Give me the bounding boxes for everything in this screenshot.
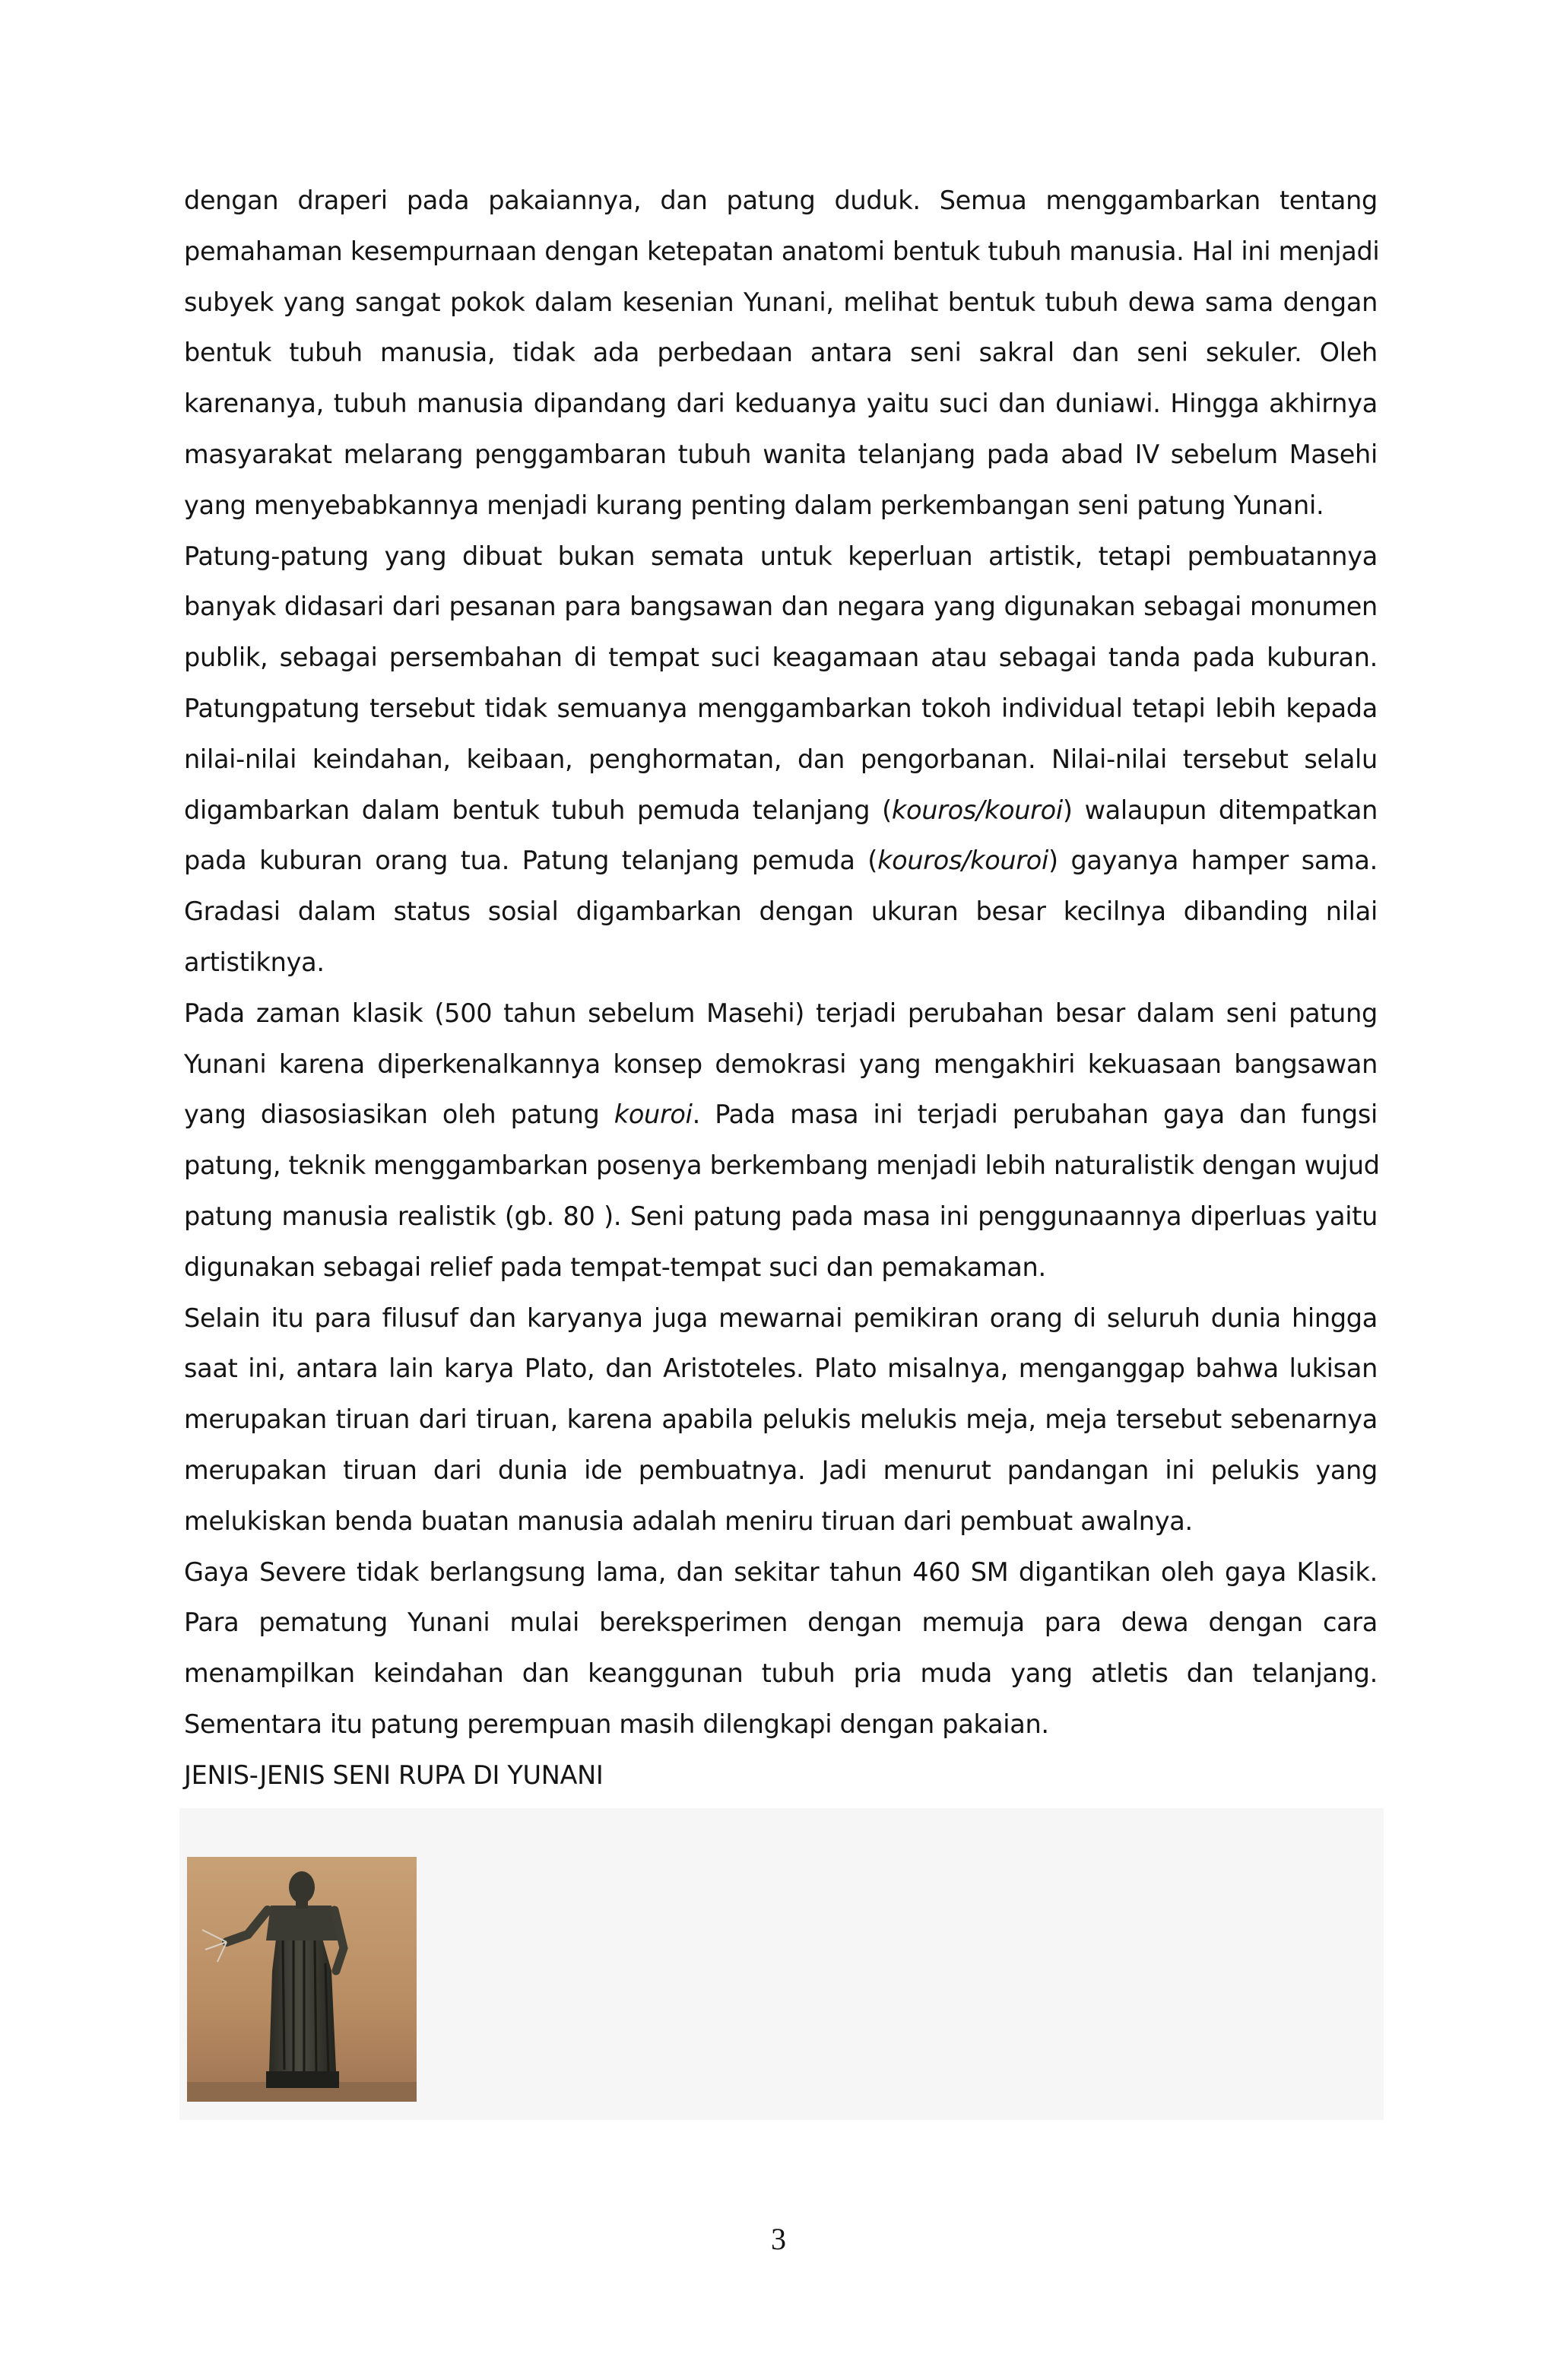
- text-segment: . Pada masa ini terjadi perubahan gaya dan fungsi: [692, 1100, 1378, 1130]
- text-segment: dengan draperi pada pakaiannya, dan patung duduk. Semua menggambarkan tentang: [184, 186, 1378, 215]
- text-segment: Sementara itu patung perempuan masih dilengkapi dengan pakaian.: [184, 1709, 1049, 1739]
- text-segment: Gradasi dalam status sosial digambarkan dengan ukuran besar kecilnya dibanding nilai: [184, 896, 1378, 927]
- text-line: [184, 1344, 1378, 1394]
- text-line: [184, 1242, 1378, 1293]
- text-line: [184, 1496, 1378, 1547]
- text-line: [184, 1192, 1378, 1242]
- text-segment: bentuk tubuh manusia, tidak ada perbedaan antara seni sakral dan seni sekuler. Oleh: [184, 338, 1378, 368]
- text-line: [184, 582, 1378, 632]
- page-number: 3: [771, 2222, 786, 2256]
- text-segment: Selain itu para filusuf dan karyanya juga mewarnai pemikiran orang di seluruh dunia hingga: [184, 1303, 1378, 1333]
- text-segment: pada kuburan orang tua. Patung telanjang pemuda (: [184, 846, 878, 876]
- text-segment: Yunani karena diperkenalkannya konsep demokrasi yang mengakhiri kekuasaan bangsawan: [184, 1049, 1378, 1079]
- text-segment: saat ini, antara lain karya Plato, dan Aristoteles. Plato misalnya, menganggap bahwa lukisan: [184, 1353, 1378, 1384]
- text-segment: digambarkan dalam bentuk tubuh pemuda telanjang (: [184, 795, 892, 825]
- text-segment: digunakan sebagai relief pada tempat-tempat suci dan pemakaman.: [184, 1252, 1046, 1282]
- text-segment: melukiskan benda buatan manusia adalah meniru tiruan dari pembuat awalnya.: [184, 1506, 1193, 1536]
- text-line: [184, 938, 1378, 988]
- text-line: [184, 1445, 1378, 1496]
- text-line: [184, 1547, 1378, 1598]
- text-line: [184, 532, 1378, 582]
- text-segment: JENIS-JENIS SENI RUPA DI YUNANI: [184, 1760, 604, 1790]
- text-segment: masyarakat melarang penggambaran tubuh wanita telanjang pada abad IV sebelum Masehi: [184, 440, 1378, 469]
- text-segment: publik, sebagai persembahan di tempat suci keagamaan atau sebagai tanda pada kuburan.: [184, 643, 1378, 673]
- text-segment: pemahaman kesempurnaan dengan ketepatan anatomi bentuk tubuh manusia. Hal ini menjadi: [184, 236, 1380, 266]
- text-line: [184, 176, 1378, 226]
- italic-term: kouroi: [614, 1100, 693, 1130]
- text-line: [184, 633, 1378, 683]
- text-segment: nilai-nilai keindahan, keibaan, penghormatan, dan pengorbanan. Nilai-nilai tersebut selalu: [184, 744, 1378, 774]
- text-segment: ) walaupun ditempatkan: [1062, 795, 1378, 825]
- text-line: [184, 785, 1378, 836]
- text-line: [184, 1141, 1378, 1191]
- text-segment: Pada zaman klasik (500 tahun sebelum Masehi) terjadi perubahan besar dalam seni patung: [184, 998, 1378, 1028]
- text-segment: Para pematung Yunani mulai bereksperimen dengan memuja para dewa dengan cara: [184, 1607, 1378, 1638]
- text-segment: patung manusia realistik (gb. 80 ). Seni patung pada masa ini penggunaannya diperluas yaitu: [184, 1201, 1378, 1231]
- text-line: [184, 1293, 1378, 1344]
- text-line: [184, 328, 1378, 378]
- charioteer-statue-photo: [187, 1857, 417, 2102]
- text-line: [184, 1039, 1378, 1090]
- text-segment: subyek yang sangat pokok dalam kesenian Yunani, melihat bentuk tubuh dewa sama dengan: [184, 287, 1378, 317]
- text-segment: Gaya Severe tidak berlangsung lama, dan sekitar tahun 460 SM digantikan oleh gaya Klasik.: [184, 1557, 1378, 1587]
- italic-term: kouros/kouroi: [891, 795, 1063, 825]
- text-line: [184, 1699, 1378, 1750]
- italic-term: kouros/kouroi: [877, 846, 1049, 876]
- text-line: [184, 1395, 1378, 1445]
- text-line: [184, 227, 1378, 277]
- text-line: [184, 1090, 1378, 1140]
- text-line: [184, 988, 1378, 1039]
- text-line: [184, 481, 1378, 531]
- text-segment: merupakan tiruan dari tiruan, karena apabila pelukis melukis meja, meja tersebut sebenarnya: [184, 1404, 1378, 1435]
- text-segment: yang menyebabkannya menjadi kurang penting dalam perkembangan seni patung Yunani.: [184, 490, 1324, 520]
- text-line: [184, 379, 1378, 429]
- text-line: [184, 735, 1378, 785]
- text-line: [184, 684, 1378, 734]
- text-line: [184, 887, 1378, 937]
- text-line: [184, 1649, 1378, 1699]
- text-segment: artistiknya.: [184, 947, 325, 977]
- text-segment: yang diasosiasikan oleh patung: [184, 1100, 614, 1130]
- text-segment: karenanya, tubuh manusia dipandang dari keduanya yaitu suci dan duniawi. Hingga akhirnya: [184, 389, 1378, 419]
- text-segment: Patungpatung tersebut tidak semuanya menggambarkan tokoh individual tetapi lebih kepada: [184, 693, 1378, 723]
- text-segment: banyak didasari dari pesanan para bangsawan dan negara yang digunakan sebagai monumen: [184, 592, 1378, 622]
- text-line: [184, 1598, 1378, 1648]
- text-segment: menampilkan keindahan dan keanggunan tubuh pria muda yang atletis dan telanjang.: [184, 1658, 1378, 1689]
- text-segment: ) gayanya hamper sama.: [1048, 846, 1378, 876]
- text-line: [184, 430, 1378, 480]
- text-line: [184, 836, 1378, 886]
- text-line: [184, 1750, 1378, 1801]
- text-line: [184, 278, 1378, 328]
- text-segment: patung, teknik menggambarkan posenya berkembang menjadi lebih naturalistik dengan wujud: [184, 1150, 1380, 1181]
- text-segment: merupakan tiruan dari dunia ide pembuatnya. Jadi menurut pandangan ini pelukis yang: [184, 1455, 1378, 1485]
- text-segment: Patung-patung yang dibuat bukan semata untuk keperluan artistik, tetapi pembuatannya: [184, 541, 1378, 571]
